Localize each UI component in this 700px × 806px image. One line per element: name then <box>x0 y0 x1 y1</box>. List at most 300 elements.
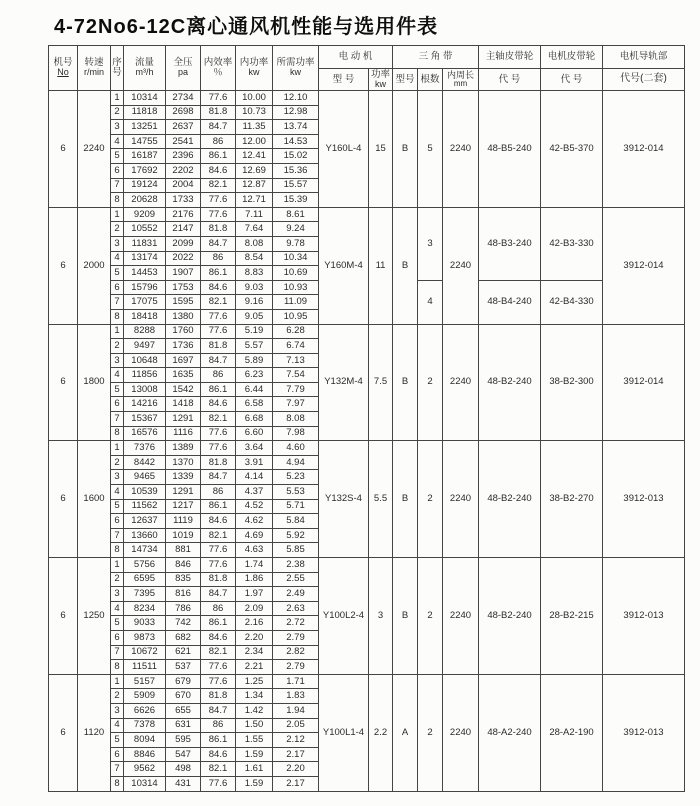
col-header-efficiency: 内效率 ％ <box>201 46 236 91</box>
cell-belt-model: B <box>393 207 418 324</box>
cell-pressure: 621 <box>166 645 201 660</box>
cell-machine-no: 6 <box>49 207 78 324</box>
cell-pressure: 846 <box>166 558 201 573</box>
cell-power: 9.05 <box>236 309 273 324</box>
cell-pressure: 1339 <box>166 470 201 485</box>
cell-power: 1.97 <box>236 587 273 602</box>
cell-rail-code: 3912-014 <box>603 91 685 208</box>
cell-seq: 3 <box>111 353 124 368</box>
cell-speed: 1600 <box>78 441 111 558</box>
cell-power: 1.34 <box>236 689 273 704</box>
cell-power: 5.89 <box>236 353 273 368</box>
cell-required-power: 10.93 <box>273 280 319 295</box>
cell-power: 4.69 <box>236 528 273 543</box>
cell-power: 2.16 <box>236 616 273 631</box>
cell-pressure: 1370 <box>166 455 201 470</box>
cell-seq: 1 <box>111 441 124 456</box>
cell-required-power: 8.61 <box>273 207 319 222</box>
cell-flow: 13251 <box>124 120 166 135</box>
cell-efficiency: 86.1 <box>201 149 236 164</box>
cell-belt-model: B <box>393 558 418 675</box>
cell-required-power: 9.78 <box>273 236 319 251</box>
cell-efficiency: 86.1 <box>201 499 236 514</box>
cell-power: 1.42 <box>236 703 273 718</box>
cell-flow: 13660 <box>124 528 166 543</box>
cell-flow: 10552 <box>124 222 166 237</box>
cell-speed: 2000 <box>78 207 111 324</box>
cell-power: 7.11 <box>236 207 273 222</box>
cell-pressure: 2396 <box>166 149 201 164</box>
cell-power: 8.54 <box>236 251 273 266</box>
col-header-motor-power: 功率 kw <box>369 69 393 91</box>
cell-efficiency: 81.8 <box>201 339 236 354</box>
cell-efficiency: 77.6 <box>201 193 236 208</box>
cell-seq: 4 <box>111 601 124 616</box>
cell-efficiency: 86 <box>201 601 236 616</box>
cell-efficiency: 77.6 <box>201 91 236 106</box>
cell-flow: 16576 <box>124 426 166 441</box>
cell-flow: 9033 <box>124 616 166 631</box>
cell-motor-pulley-code: 42-B5-370 <box>541 91 603 208</box>
cell-efficiency: 77.6 <box>201 207 236 222</box>
cell-power: 2.20 <box>236 630 273 645</box>
cell-pressure: 2004 <box>166 178 201 193</box>
cell-seq: 5 <box>111 733 124 748</box>
cell-belt-circumference: 2240 <box>443 91 479 208</box>
cell-belt-count: 2 <box>418 558 443 675</box>
col-header-belt-circumference: 内周长 mm <box>443 69 479 91</box>
cell-pressure: 631 <box>166 718 201 733</box>
cell-required-power: 5.84 <box>273 514 319 529</box>
cell-power: 12.00 <box>236 134 273 149</box>
cell-seq: 3 <box>111 470 124 485</box>
col-header-pressure: 全压 pa <box>166 46 201 91</box>
cell-efficiency: 77.6 <box>201 426 236 441</box>
cell-efficiency: 86.1 <box>201 266 236 281</box>
cell-pressure: 742 <box>166 616 201 631</box>
cell-belt-circumference: 2240 <box>443 674 479 791</box>
cell-required-power: 2.17 <box>273 776 319 791</box>
cell-seq: 5 <box>111 382 124 397</box>
cell-power: 6.44 <box>236 382 273 397</box>
cell-seq: 3 <box>111 120 124 135</box>
cell-seq: 2 <box>111 339 124 354</box>
cell-efficiency: 84.6 <box>201 630 236 645</box>
cell-flow: 11856 <box>124 368 166 383</box>
cell-flow: 6626 <box>124 703 166 718</box>
cell-power: 3.91 <box>236 455 273 470</box>
cell-seq: 1 <box>111 558 124 573</box>
cell-flow: 18418 <box>124 309 166 324</box>
table-row <box>49 558 685 573</box>
cell-pressure: 1019 <box>166 528 201 543</box>
cell-power: 1.25 <box>236 674 273 689</box>
cell-required-power: 5.85 <box>273 543 319 558</box>
cell-efficiency: 84.6 <box>201 514 236 529</box>
cell-required-power: 2.38 <box>273 558 319 573</box>
cell-power: 12.87 <box>236 178 273 193</box>
cell-seq: 7 <box>111 412 124 427</box>
cell-flow: 13174 <box>124 251 166 266</box>
cell-efficiency: 86.1 <box>201 382 236 397</box>
cell-belt-count: 5 <box>418 91 443 208</box>
cell-seq: 1 <box>111 674 124 689</box>
cell-flow: 7378 <box>124 718 166 733</box>
cell-flow: 17075 <box>124 295 166 310</box>
cell-required-power: 5.71 <box>273 499 319 514</box>
table-body <box>49 91 685 792</box>
cell-pressure: 2147 <box>166 222 201 237</box>
cell-speed: 1250 <box>78 558 111 675</box>
cell-required-power: 15.57 <box>273 178 319 193</box>
col-header-flow: 流量 m³/h <box>124 46 166 91</box>
cell-motor-pulley-code: 42-B4-330 <box>541 280 603 324</box>
cell-motor-pulley-code: 28-B2-215 <box>541 558 603 675</box>
cell-pressure: 835 <box>166 572 201 587</box>
cell-flow: 10672 <box>124 645 166 660</box>
cell-main-pulley-code: 48-B3-240 <box>479 207 541 280</box>
cell-motor-model: Y132S-4 <box>319 441 369 558</box>
cell-seq: 5 <box>111 266 124 281</box>
cell-power: 11.35 <box>236 120 273 135</box>
cell-seq: 2 <box>111 105 124 120</box>
cell-efficiency: 81.8 <box>201 455 236 470</box>
cell-pressure: 1635 <box>166 368 201 383</box>
cell-efficiency: 84.6 <box>201 280 236 295</box>
cell-power: 1.59 <box>236 747 273 762</box>
cell-power: 4.52 <box>236 499 273 514</box>
cell-seq: 6 <box>111 747 124 762</box>
cell-required-power: 2.72 <box>273 616 319 631</box>
cell-efficiency: 84.7 <box>201 703 236 718</box>
cell-flow: 10648 <box>124 353 166 368</box>
cell-belt-count: 3 <box>418 207 443 280</box>
cell-pressure: 547 <box>166 747 201 762</box>
cell-required-power: 1.94 <box>273 703 319 718</box>
cell-seq: 2 <box>111 689 124 704</box>
cell-seq: 7 <box>111 762 124 777</box>
cell-required-power: 4.60 <box>273 441 319 456</box>
cell-required-power: 7.98 <box>273 426 319 441</box>
cell-efficiency: 81.8 <box>201 222 236 237</box>
cell-motor-pulley-code: 38-B2-300 <box>541 324 603 441</box>
cell-seq: 6 <box>111 163 124 178</box>
cell-seq: 5 <box>111 149 124 164</box>
cell-required-power: 7.79 <box>273 382 319 397</box>
cell-flow: 8288 <box>124 324 166 339</box>
cell-efficiency: 84.6 <box>201 163 236 178</box>
cell-belt-model: A <box>393 674 418 791</box>
cell-pressure: 816 <box>166 587 201 602</box>
cell-efficiency: 77.6 <box>201 543 236 558</box>
col-header-rail-code: 代号(二套) <box>603 69 685 91</box>
cell-pressure: 679 <box>166 674 201 689</box>
cell-required-power: 2.82 <box>273 645 319 660</box>
cell-flow: 9497 <box>124 339 166 354</box>
cell-pressure: 2734 <box>166 91 201 106</box>
cell-power: 1.55 <box>236 733 273 748</box>
cell-pressure: 1291 <box>166 485 201 500</box>
cell-motor-model: Y132M-4 <box>319 324 369 441</box>
cell-motor-power: 5.5 <box>369 441 393 558</box>
cell-machine-no: 6 <box>49 674 78 791</box>
cell-belt-model: B <box>393 91 418 208</box>
cell-power: 4.62 <box>236 514 273 529</box>
cell-rail-code: 3912-013 <box>603 674 685 791</box>
col-header-speed: 转速 r/min <box>78 46 111 91</box>
cell-power: 7.64 <box>236 222 273 237</box>
cell-seq: 3 <box>111 703 124 718</box>
cell-flow: 5157 <box>124 674 166 689</box>
cell-seq: 5 <box>111 616 124 631</box>
cell-seq: 8 <box>111 193 124 208</box>
cell-machine-no: 6 <box>49 558 78 675</box>
cell-efficiency: 77.6 <box>201 309 236 324</box>
cell-seq: 8 <box>111 776 124 791</box>
cell-flow: 16187 <box>124 149 166 164</box>
cell-power: 10.73 <box>236 105 273 120</box>
cell-motor-power: 7.5 <box>369 324 393 441</box>
cell-power: 8.83 <box>236 266 273 281</box>
cell-efficiency: 82.1 <box>201 178 236 193</box>
cell-belt-circumference: 2240 <box>443 441 479 558</box>
cell-flow: 13008 <box>124 382 166 397</box>
cell-required-power: 2.49 <box>273 587 319 602</box>
cell-seq: 3 <box>111 587 124 602</box>
cell-seq: 4 <box>111 368 124 383</box>
cell-flow: 10314 <box>124 776 166 791</box>
cell-seq: 2 <box>111 455 124 470</box>
cell-belt-count: 2 <box>418 674 443 791</box>
group-header-main-pulley: 主轴皮带轮 <box>479 46 541 69</box>
cell-main-pulley-code: 48-B5-240 <box>479 91 541 208</box>
cell-speed: 2240 <box>78 91 111 208</box>
cell-flow: 14216 <box>124 397 166 412</box>
cell-flow: 8094 <box>124 733 166 748</box>
cell-flow: 17692 <box>124 163 166 178</box>
cell-flow: 9209 <box>124 207 166 222</box>
cell-flow: 14755 <box>124 134 166 149</box>
cell-pressure: 1697 <box>166 353 201 368</box>
cell-pressure: 786 <box>166 601 201 616</box>
cell-motor-power: 15 <box>369 91 393 208</box>
group-header-motor: 电 动 机 <box>319 46 393 69</box>
cell-seq: 3 <box>111 236 124 251</box>
cell-pressure: 1733 <box>166 193 201 208</box>
cell-flow: 5909 <box>124 689 166 704</box>
cell-power: 1.86 <box>236 572 273 587</box>
col-header-main-pulley-code: 代 号 <box>479 69 541 91</box>
cell-pressure: 2176 <box>166 207 201 222</box>
cell-efficiency: 84.7 <box>201 236 236 251</box>
cell-pressure: 1760 <box>166 324 201 339</box>
cell-rail-code: 3912-013 <box>603 441 685 558</box>
table-row <box>49 324 685 339</box>
cell-seq: 8 <box>111 543 124 558</box>
cell-belt-model: B <box>393 324 418 441</box>
group-header-belt: 三 角 带 <box>393 46 479 69</box>
cell-flow: 8234 <box>124 601 166 616</box>
cell-efficiency: 77.6 <box>201 441 236 456</box>
table-row <box>49 207 685 222</box>
cell-power: 1.74 <box>236 558 273 573</box>
cell-pressure: 682 <box>166 630 201 645</box>
table-row <box>49 91 685 106</box>
cell-pressure: 1542 <box>166 382 201 397</box>
cell-flow: 9465 <box>124 470 166 485</box>
col-header-belt-count: 根数 <box>418 69 443 91</box>
cell-efficiency: 84.7 <box>201 587 236 602</box>
cell-power: 1.50 <box>236 718 273 733</box>
cell-main-pulley-code: 48-B4-240 <box>479 280 541 324</box>
cell-required-power: 1.71 <box>273 674 319 689</box>
cell-motor-model: Y160L-4 <box>319 91 369 208</box>
cell-seq: 4 <box>111 485 124 500</box>
cell-flow: 11511 <box>124 660 166 675</box>
cell-main-pulley-code: 48-A2-240 <box>479 674 541 791</box>
cell-power: 9.16 <box>236 295 273 310</box>
cell-seq: 8 <box>111 426 124 441</box>
cell-seq: 7 <box>111 528 124 543</box>
cell-belt-model: B <box>393 441 418 558</box>
cell-efficiency: 77.6 <box>201 324 236 339</box>
cell-flow: 11818 <box>124 105 166 120</box>
cell-seq: 6 <box>111 280 124 295</box>
cell-efficiency: 82.1 <box>201 412 236 427</box>
cell-efficiency: 77.6 <box>201 660 236 675</box>
cell-pressure: 670 <box>166 689 201 704</box>
cell-seq: 7 <box>111 295 124 310</box>
cell-belt-circumference: 2240 <box>443 558 479 675</box>
cell-flow: 10314 <box>124 91 166 106</box>
table-row <box>49 441 685 456</box>
cell-seq: 5 <box>111 499 124 514</box>
cell-efficiency: 84.7 <box>201 120 236 135</box>
cell-required-power: 5.53 <box>273 485 319 500</box>
cell-pressure: 1736 <box>166 339 201 354</box>
cell-main-pulley-code: 48-B2-240 <box>479 441 541 558</box>
cell-pressure: 881 <box>166 543 201 558</box>
cell-speed: 1120 <box>78 674 111 791</box>
cell-pressure: 537 <box>166 660 201 675</box>
cell-belt-count: 4 <box>418 280 443 324</box>
cell-seq: 6 <box>111 630 124 645</box>
cell-flow: 20628 <box>124 193 166 208</box>
cell-belt-circumference: 2240 <box>443 324 479 441</box>
cell-required-power: 9.24 <box>273 222 319 237</box>
cell-pressure: 2637 <box>166 120 201 135</box>
cell-required-power: 1.83 <box>273 689 319 704</box>
cell-motor-pulley-code: 38-B2-270 <box>541 441 603 558</box>
group-header-motor-pulley: 电机皮带轮 <box>541 46 603 69</box>
cell-pressure: 1753 <box>166 280 201 295</box>
cell-seq: 7 <box>111 178 124 193</box>
cell-flow: 11562 <box>124 499 166 514</box>
cell-power: 10.00 <box>236 91 273 106</box>
table-header <box>49 46 685 91</box>
cell-required-power: 4.94 <box>273 455 319 470</box>
cell-pressure: 431 <box>166 776 201 791</box>
cell-flow: 19124 <box>124 178 166 193</box>
col-header-power: 内功率 kw <box>236 46 273 91</box>
cell-efficiency: 86.1 <box>201 733 236 748</box>
cell-required-power: 14.53 <box>273 134 319 149</box>
cell-efficiency: 82.1 <box>201 762 236 777</box>
cell-efficiency: 86 <box>201 134 236 149</box>
cell-belt-circumference: 2240 <box>443 207 479 324</box>
cell-seq: 2 <box>111 222 124 237</box>
cell-motor-model: Y160M-4 <box>319 207 369 324</box>
col-header-motor-pulley-code: 代 号 <box>541 69 603 91</box>
cell-pressure: 2022 <box>166 251 201 266</box>
cell-rail-code: 3912-014 <box>603 324 685 441</box>
cell-power: 3.64 <box>236 441 273 456</box>
cell-flow: 8442 <box>124 455 166 470</box>
cell-motor-model: Y100L2-4 <box>319 558 369 675</box>
cell-flow: 10539 <box>124 485 166 500</box>
cell-motor-pulley-code: 28-A2-190 <box>541 674 603 791</box>
cell-flow: 5756 <box>124 558 166 573</box>
cell-main-pulley-code: 48-B2-240 <box>479 558 541 675</box>
cell-pressure: 1116 <box>166 426 201 441</box>
cell-pressure: 1907 <box>166 266 201 281</box>
cell-flow: 8846 <box>124 747 166 762</box>
cell-efficiency: 81.8 <box>201 572 236 587</box>
cell-main-pulley-code: 48-B2-240 <box>479 324 541 441</box>
cell-required-power: 10.34 <box>273 251 319 266</box>
cell-required-power: 6.74 <box>273 339 319 354</box>
cell-efficiency: 77.6 <box>201 674 236 689</box>
cell-efficiency: 82.1 <box>201 645 236 660</box>
cell-flow: 6595 <box>124 572 166 587</box>
cell-pressure: 2698 <box>166 105 201 120</box>
cell-pressure: 2541 <box>166 134 201 149</box>
cell-flow: 11831 <box>124 236 166 251</box>
cell-motor-power: 11 <box>369 207 393 324</box>
cell-seq: 8 <box>111 660 124 675</box>
col-header-motor-model: 型 号 <box>319 69 369 91</box>
cell-seq: 6 <box>111 397 124 412</box>
cell-rail-code: 3912-013 <box>603 558 685 675</box>
cell-efficiency: 84.7 <box>201 353 236 368</box>
col-header-belt-model: 型号 <box>393 69 418 91</box>
cell-machine-no: 6 <box>49 324 78 441</box>
cell-power: 2.09 <box>236 601 273 616</box>
cell-power: 1.61 <box>236 762 273 777</box>
col-header-seq: 序 号 <box>111 46 124 91</box>
cell-seq: 1 <box>111 91 124 106</box>
cell-flow: 12637 <box>124 514 166 529</box>
cell-required-power: 2.12 <box>273 733 319 748</box>
cell-required-power: 2.79 <box>273 660 319 675</box>
cell-required-power: 2.05 <box>273 718 319 733</box>
cell-required-power: 2.17 <box>273 747 319 762</box>
cell-belt-count: 2 <box>418 441 443 558</box>
cell-seq: 1 <box>111 207 124 222</box>
cell-efficiency: 84.6 <box>201 397 236 412</box>
cell-pressure: 1389 <box>166 441 201 456</box>
cell-motor-power: 2.2 <box>369 674 393 791</box>
cell-motor-power: 3 <box>369 558 393 675</box>
cell-seq: 6 <box>111 514 124 529</box>
cell-required-power: 2.63 <box>273 601 319 616</box>
table-row <box>49 674 685 689</box>
cell-pressure: 595 <box>166 733 201 748</box>
cell-flow: 14453 <box>124 266 166 281</box>
cell-required-power: 10.95 <box>273 309 319 324</box>
performance-table <box>48 45 685 792</box>
cell-efficiency: 86 <box>201 251 236 266</box>
